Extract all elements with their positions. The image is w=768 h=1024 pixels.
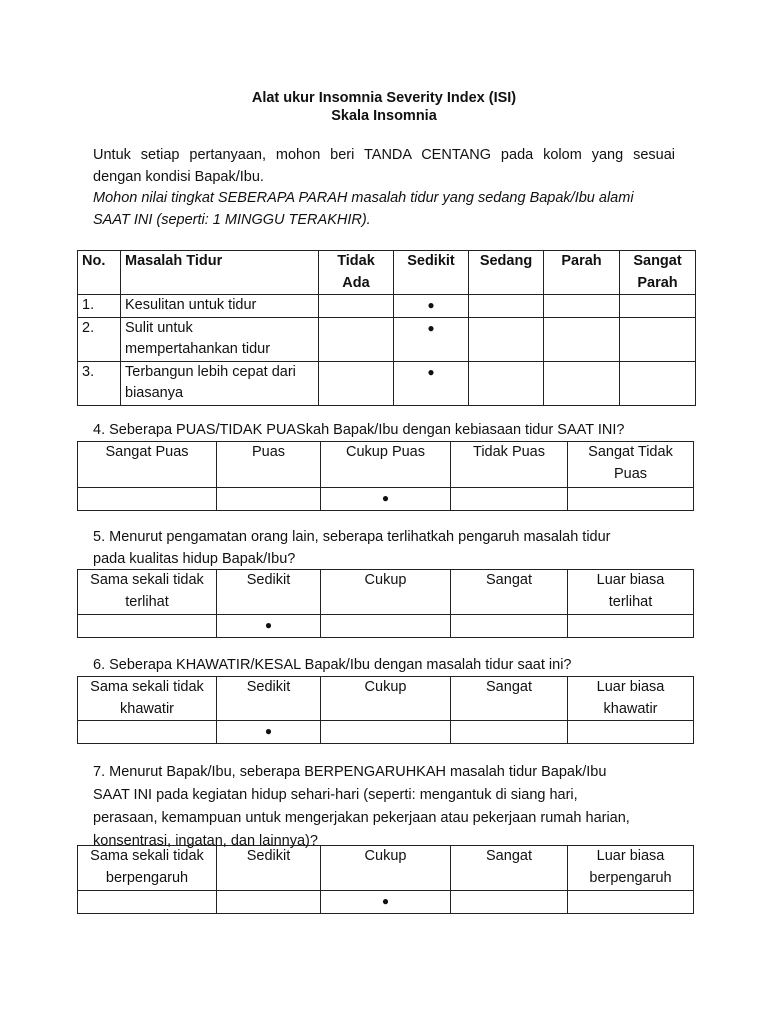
option-line: Sedikit <box>246 679 291 695</box>
option-line: Sama sekali tidak <box>90 848 204 864</box>
header-very-line: Parah <box>637 274 678 291</box>
answer-cell[interactable] <box>321 721 451 744</box>
row-problem <box>121 317 319 361</box>
row-number: 1. <box>78 295 121 318</box>
options-row <box>78 677 694 721</box>
option-label <box>568 846 694 891</box>
option-label <box>321 846 451 891</box>
answer-cell[interactable] <box>620 361 696 405</box>
question-line: perasaan, kemampuan untuk mengerjakan pekerjaan atau pekerjaan rumah harian, <box>93 810 630 826</box>
question-line: 5. Menurut pengamatan orang lain, seberapa terlihatkah pengaruh masalah tidur <box>93 529 611 545</box>
option-line: Cukup <box>364 848 407 864</box>
answer-cell[interactable] <box>451 721 568 744</box>
answer-cell[interactable] <box>469 295 544 318</box>
header-none <box>319 251 394 295</box>
question-7-table <box>77 845 694 914</box>
header-mild: Sedikit <box>394 251 469 295</box>
option-label <box>568 677 694 721</box>
question-4-table <box>77 441 694 511</box>
question-line: 7. Menurut Bapak/Ibu, seberapa BERPENGARUHKAH masalah tidur Bapak/Ibu <box>93 764 607 780</box>
selected-mark: ● <box>381 894 390 908</box>
answer-cell[interactable] <box>321 615 451 638</box>
options-row <box>78 570 694 615</box>
option-label <box>78 677 217 721</box>
row-problem <box>121 361 319 405</box>
row-problem-line: mempertahankan tidur <box>125 341 271 357</box>
header-moderate: Sedang <box>469 251 544 295</box>
answer-cell[interactable] <box>568 615 694 638</box>
answer-row <box>78 891 694 914</box>
option-line: Sama sekali tidak <box>90 572 204 588</box>
header-none-line: Ada <box>342 274 370 291</box>
document-title: Alat ukur Insomnia Severity Index (ISI) <box>251 90 517 106</box>
instruction-line: Mohon nilai tingkat SEBERAPA PARAH masalah tidur yang sedang Bapak/Ibu alami <box>93 190 634 206</box>
option-label <box>217 846 321 891</box>
option-label <box>321 570 451 615</box>
table-row <box>78 295 696 318</box>
answer-cell[interactable] <box>568 891 694 914</box>
option-label <box>78 570 217 615</box>
option-label <box>451 442 568 488</box>
option-line: Puas <box>251 444 286 460</box>
answer-cell-selected[interactable] <box>321 891 451 914</box>
header-none-line: Tidak <box>337 253 375 269</box>
answer-cell[interactable] <box>217 891 321 914</box>
question-7 <box>93 761 693 853</box>
option-line: Sedikit <box>246 848 291 864</box>
answer-cell[interactable] <box>217 488 321 511</box>
question-6: 6. Seberapa KHAWATIR/KESAL Bapak/Ibu dengan masalah tidur saat ini? <box>93 657 572 673</box>
selected-mark: ● <box>264 724 273 738</box>
option-line: Sangat Tidak <box>588 444 673 460</box>
option-label <box>568 570 694 615</box>
instruction-line: SAAT INI (seperti: 1 MINGGU TERAKHIR). <box>93 211 371 228</box>
option-label <box>78 846 217 891</box>
option-label <box>451 677 568 721</box>
question-5-table <box>77 569 694 638</box>
answer-cell[interactable] <box>620 295 696 318</box>
instruction-line: dengan kondisi Bapak/Ibu. <box>93 168 264 185</box>
severity-table <box>77 250 696 406</box>
question-line: pada kualitas hidup Bapak/Ibu? <box>93 551 296 567</box>
answer-cell[interactable] <box>451 488 568 511</box>
option-line: berpengaruh <box>589 869 672 886</box>
header-severe: Parah <box>544 251 620 295</box>
answer-cell-selected[interactable] <box>394 361 469 405</box>
answer-cell[interactable] <box>78 488 217 511</box>
selected-mark: ● <box>381 491 390 505</box>
answer-cell[interactable] <box>319 361 394 405</box>
selected-mark: ● <box>427 320 435 335</box>
answer-cell-selected[interactable] <box>217 615 321 638</box>
option-line: Cukup Puas <box>346 444 425 460</box>
answer-cell[interactable] <box>568 488 694 511</box>
question-4: 4. Seberapa PUAS/TIDAK PUASkah Bapak/Ibu dengan kebiasaan tidur SAAT INI? <box>93 422 625 438</box>
header-very-severe <box>620 251 696 295</box>
row-problem-line: Terbangun lebih cepat dari <box>125 363 296 380</box>
option-line: Cukup <box>364 679 407 695</box>
option-line: khawatir <box>120 700 174 717</box>
answer-cell-selected[interactable] <box>321 488 451 511</box>
answer-cell-selected[interactable] <box>394 295 469 318</box>
row-number: 3. <box>78 361 121 405</box>
header-no: No. <box>78 251 121 295</box>
header-problem: Masalah Tidur <box>121 251 319 295</box>
option-label <box>568 442 694 488</box>
option-label <box>78 442 217 488</box>
option-label <box>217 677 321 721</box>
answer-cell[interactable] <box>319 295 394 318</box>
option-line: Sangat Puas <box>105 444 189 460</box>
answer-cell-selected[interactable] <box>394 317 469 361</box>
table-row <box>78 317 696 361</box>
options-row <box>78 846 694 891</box>
answer-cell[interactable] <box>544 361 620 405</box>
instructions <box>93 145 675 231</box>
option-line: Sama sekali tidak <box>90 679 204 695</box>
document-subtitle: Skala Insomnia <box>331 108 437 124</box>
answer-cell[interactable] <box>78 891 217 914</box>
answer-cell[interactable] <box>544 317 620 361</box>
answer-cell[interactable] <box>620 317 696 361</box>
row-problem: Kesulitan untuk tidur <box>121 295 319 318</box>
option-label <box>451 846 568 891</box>
row-number: 2. <box>78 317 121 361</box>
table-row <box>78 361 696 405</box>
answer-row <box>78 615 694 638</box>
option-line: Luar biasa <box>596 848 665 864</box>
row-problem-line: biasanya <box>125 385 184 401</box>
option-line: Luar biasa <box>596 679 665 695</box>
option-line: Puas <box>613 465 648 482</box>
option-line: berpengaruh <box>105 869 189 886</box>
answer-cell[interactable] <box>544 295 620 318</box>
instruction-line: Untuk setiap pertanyaan, mohon beri TANDA CENTANG pada kolom yang sesuai <box>93 147 675 163</box>
question-line: SAAT INI pada kegiatan hidup sehari-hari (seperti: mengantuk di siang hari, <box>93 787 578 803</box>
selected-mark: ● <box>427 364 435 379</box>
selected-mark: ● <box>264 618 273 632</box>
answer-cell[interactable] <box>78 615 217 638</box>
answer-cell[interactable] <box>469 361 544 405</box>
option-line: Sangat <box>486 679 532 695</box>
selected-mark: ● <box>427 298 435 312</box>
question-6-table <box>77 676 694 744</box>
answer-cell[interactable] <box>469 317 544 361</box>
question-line: konsentrasi, ingatan, dan lainnya)? <box>93 833 318 849</box>
answer-cell[interactable] <box>78 721 217 744</box>
table-header-row <box>78 251 696 295</box>
option-line: Tidak Puas <box>473 444 545 460</box>
option-line: Sangat <box>486 572 532 588</box>
option-line: Sedikit <box>246 572 291 588</box>
option-line: terlihat <box>125 593 169 610</box>
option-line: terlihat <box>608 593 653 610</box>
option-label <box>321 442 451 488</box>
answer-cell[interactable] <box>451 615 568 638</box>
answer-cell[interactable] <box>319 317 394 361</box>
answer-row <box>78 488 694 511</box>
option-line: Sangat <box>486 848 532 864</box>
answer-cell[interactable] <box>568 721 694 744</box>
option-label <box>451 570 568 615</box>
question-5 <box>93 526 693 570</box>
option-label <box>217 442 321 488</box>
answer-cell[interactable] <box>451 891 568 914</box>
option-line: Luar biasa <box>596 572 665 588</box>
answer-row <box>78 721 694 744</box>
option-label <box>321 677 451 721</box>
row-problem-line: Sulit untuk <box>125 319 193 336</box>
header-very-line: Sangat <box>633 253 682 269</box>
option-line: khawatir <box>603 700 658 717</box>
option-label <box>217 570 321 615</box>
answer-cell-selected[interactable] <box>217 721 321 744</box>
option-line: Cukup <box>364 572 407 588</box>
options-row <box>78 442 694 488</box>
